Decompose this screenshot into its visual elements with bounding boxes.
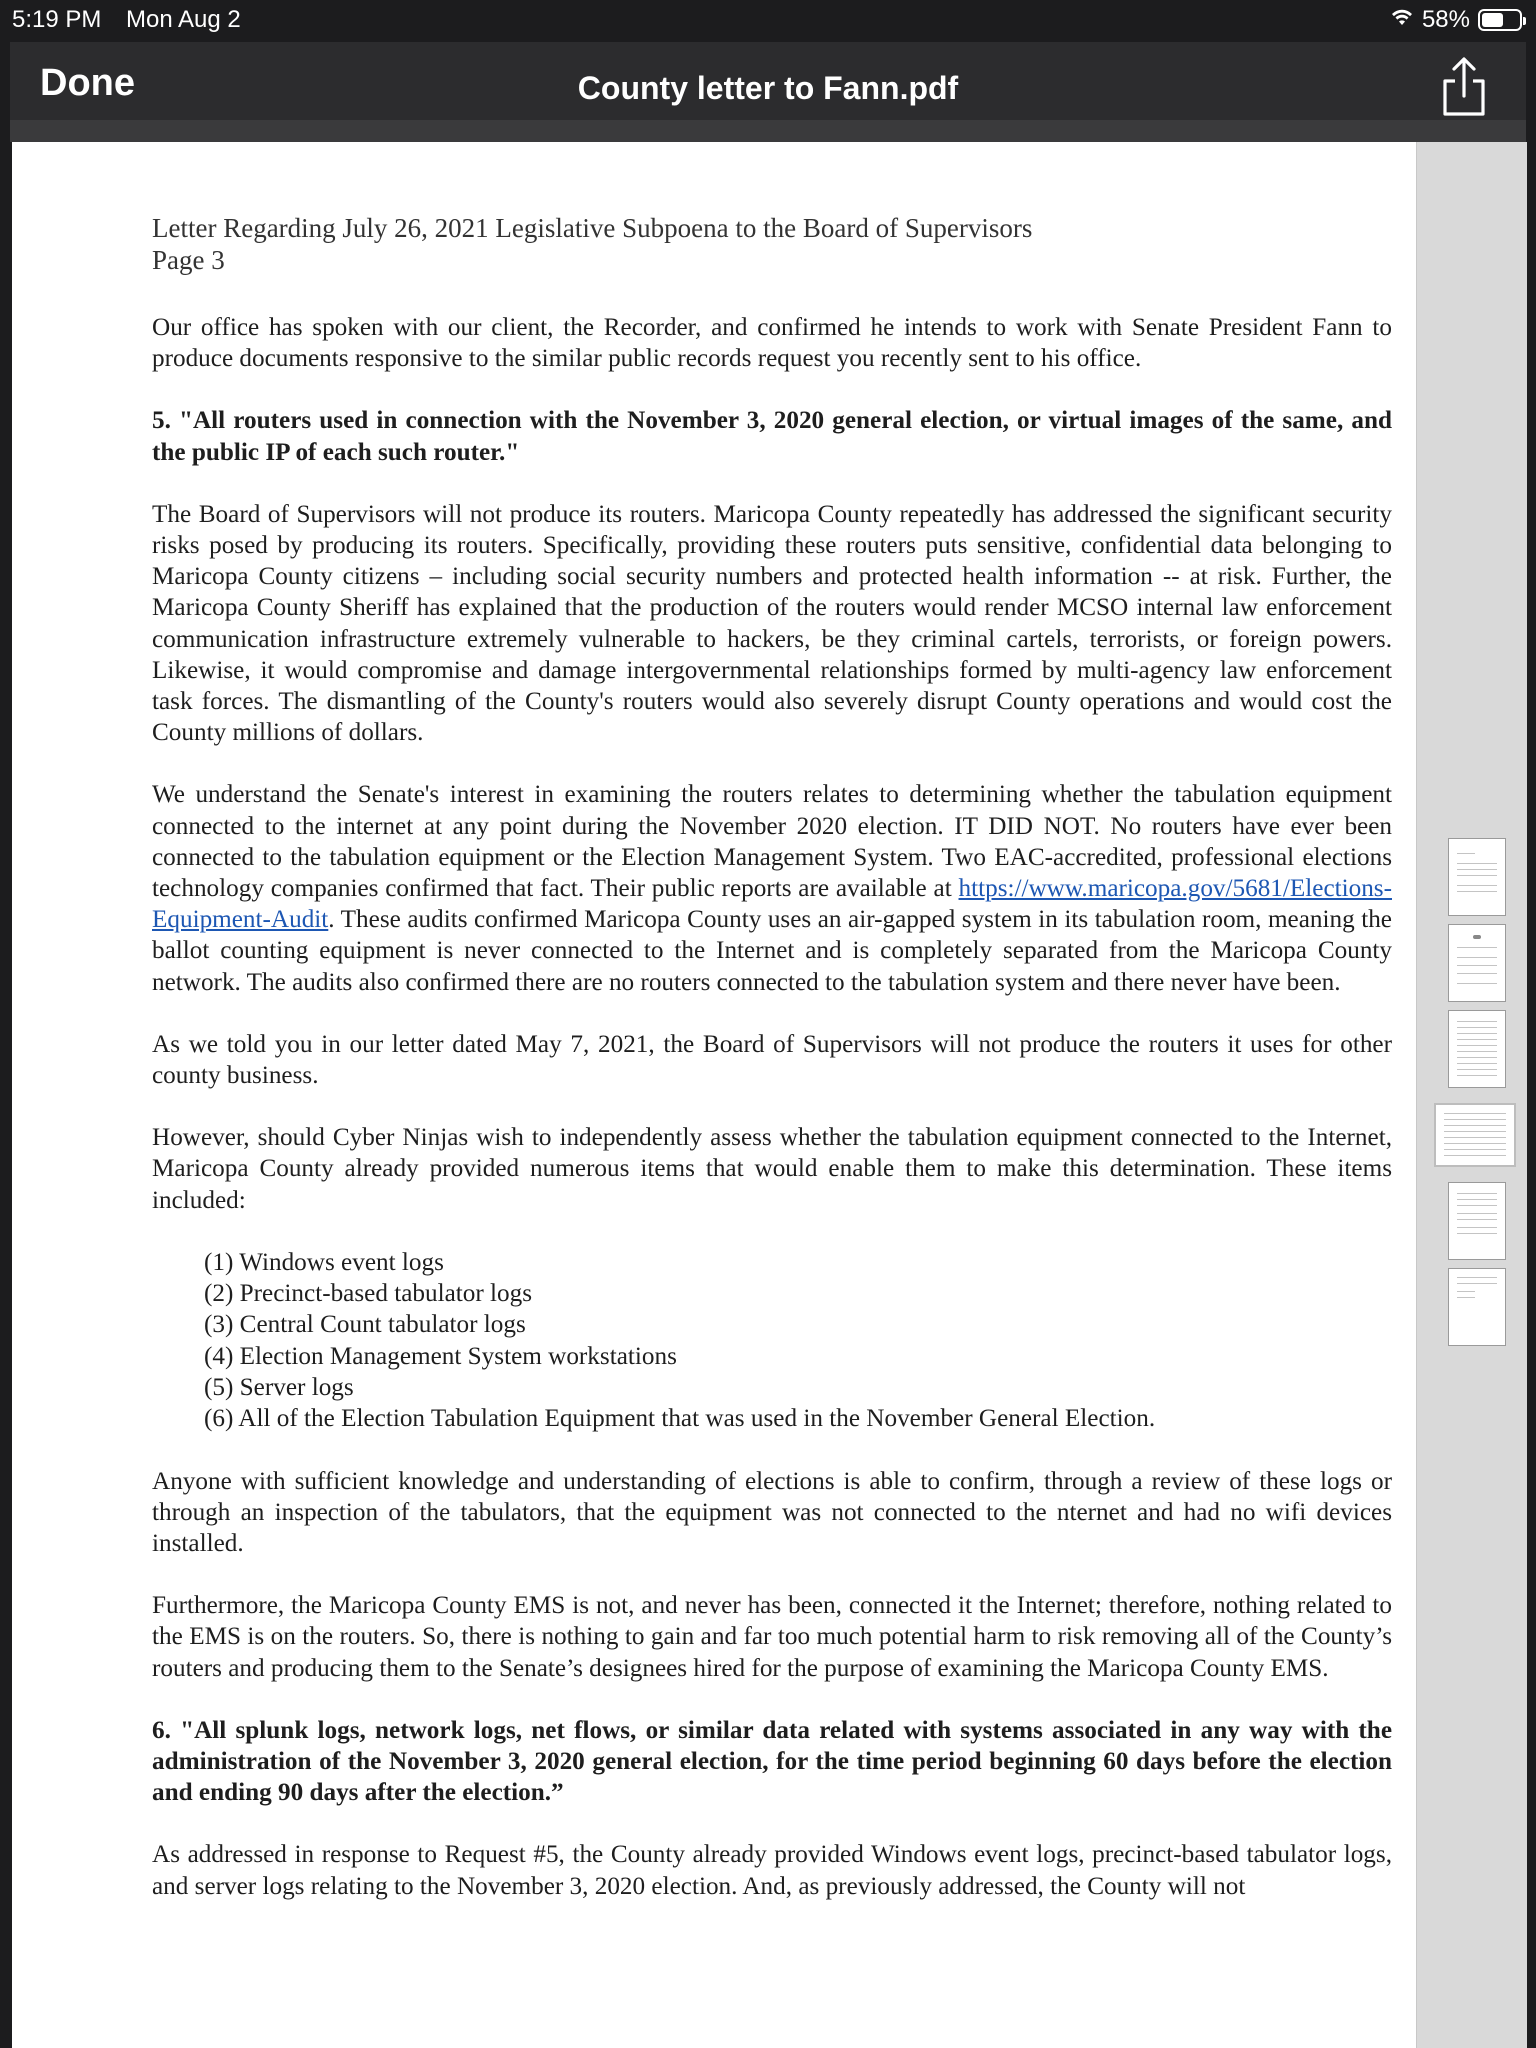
- thumbnail-line: [1444, 1155, 1506, 1156]
- thumbnail-line: [1457, 1193, 1497, 1194]
- nav-bar-shadow: [10, 120, 1526, 142]
- thumbnail-line: [1457, 957, 1497, 958]
- share-button[interactable]: [1436, 54, 1492, 120]
- thumbnail-line: [1444, 1149, 1506, 1150]
- thumbnail-line: [1444, 1131, 1506, 1132]
- request-5-heading: 5. "All routers used in connection with the November 3, 2020 general election, or virtual images of the same, and the public IP of each such router.": [152, 407, 1392, 466]
- thumbnail-line: [1457, 1227, 1497, 1228]
- thumbnail-line: [1457, 1283, 1497, 1284]
- thumbnail-line: [1457, 1291, 1475, 1292]
- thumbnail-line: [1457, 1205, 1497, 1206]
- status-indicators: [1390, 6, 1522, 34]
- document-body: [152, 212, 1392, 1933]
- pdf-page[interactable]: [12, 142, 1416, 2048]
- status-bar: [0, 0, 1536, 42]
- thumbnail-line: [1457, 853, 1475, 854]
- page-number: Page 3: [152, 245, 225, 275]
- paragraph-ems: Furthermore, the Maricopa County EMS is not, and never has been, connected it the Internet; therefore, nothing related to the EMS is on the routers. So, there is nothing to gain and far too much potential harm to risk removing all of the County’s routers and producing them to the Senate’s designees hired for the purpose of examining the Maricopa County EMS.: [152, 1592, 1392, 1682]
- paragraph-routers: The Board of Supervisors will not produce its routers. Maricopa County repeatedly has addressed the significant security risks posed by producing its routers. Specifically, providing these routers puts sensitive, confidential data belonging to Maricopa County citizens – including social security numbers and protected health information -- at risk. Further, the Maricopa County Sheriff has explained that the production of the routers would render MCSO internal law enforcement communication infrastructure extremely vulnerable to hackers, be they criminal cartels, terrorists, or foreign powers. Likewise, it would compromise and damage intergovernmental relationships formed by multi-agency law enforcement task forces. The dismantling of the County's routers would also severely disrupt County operations and would cost the County millions of dollars.: [152, 500, 1392, 747]
- thumbnail-line: [1457, 891, 1497, 892]
- thumbnail-line: [1444, 1113, 1506, 1114]
- paragraph-request-5-response: As addressed in response to Request #5, the County already provided Windows event logs, precinct-based tabulator logs, and server logs relating to the November 3, 2020 election. And, as previously addressed, the County will not: [152, 1841, 1392, 1900]
- thumbnail-line: [1457, 1297, 1475, 1298]
- page-thumbnail-6[interactable]: [1448, 1268, 1506, 1346]
- thumbnail-line: [1457, 869, 1497, 870]
- paragraph-may-letter: As we told you in our letter dated May 7, 2021, the Board of Supervisors will not produce the routers it uses for other county business.: [152, 1030, 1392, 1090]
- thumbnail-line: [1457, 885, 1497, 886]
- thumbnail-line: [1457, 1213, 1497, 1214]
- thumbnail-line: [1457, 947, 1497, 948]
- thumbnail-line: [1457, 1027, 1497, 1028]
- thumbnail-line: [1457, 1057, 1497, 1058]
- status-date: Mon Aug 2: [126, 6, 241, 33]
- thumbnail-line: [1457, 1039, 1497, 1040]
- thumbnail-line: [1457, 1219, 1497, 1220]
- list-item: (3) Central Count tabulator logs: [204, 1311, 526, 1339]
- thumbnail-line: [1457, 983, 1497, 984]
- wifi-icon: [1390, 6, 1414, 34]
- thumbnail-line: [1457, 875, 1497, 876]
- thumbnail-line: [1457, 1199, 1497, 1200]
- thumbnail-sidebar: [1416, 142, 1527, 2048]
- thumbnail-line: [1457, 965, 1497, 966]
- paragraph-recorder: Our office has spoken with our client, the Recorder, and confirmed he intends to work with Senate President Fann to produce documents responsive to the similar public records request you recently sent to his office.: [152, 314, 1392, 373]
- thumbnail-line: [1444, 1143, 1506, 1144]
- list-item: (6) All of the Election Tabulation Equipment that was used in the November General Election.: [204, 1405, 1156, 1433]
- thumbnail-line: [1457, 1075, 1497, 1076]
- audit-link[interactable]: https://www.maricopa.gov/5681/Elections-Equipment-Audit: [152, 875, 1392, 934]
- nav-bar: [10, 42, 1526, 142]
- battery-tip: [1523, 17, 1526, 25]
- paragraph-audit: [152, 779, 1392, 997]
- items-list: [204, 1247, 1392, 1435]
- page-thumbnail-1[interactable]: [1448, 838, 1506, 916]
- thumbnail-line: [1444, 1125, 1506, 1126]
- paragraph-knowledge: Anyone with sufficient knowledge and understanding of elections is able to confirm, through a review of these logs or through an inspection of the tabulators, that the equipment was not connected to the nternet and had no wifi devices installed.: [152, 1467, 1392, 1558]
- thumbnail-line: [1457, 1021, 1497, 1022]
- thumbnail-line: [1457, 1063, 1497, 1064]
- thumbnail-line: [1457, 863, 1497, 864]
- thumbnail-line: [1444, 1137, 1506, 1138]
- list-item: (2) Precinct-based tabulator logs: [204, 1280, 533, 1308]
- list-item: (1) Windows event logs: [204, 1248, 444, 1276]
- list-item: (4) Election Management System workstations: [204, 1342, 677, 1370]
- paragraph-cyber-ninjas: However, should Cyber Ninjas wish to independently assess whether the tabulation equipment connected to the Internet, Maricopa County already provided numerous items that would enable them to make this determination. These items included:: [152, 1124, 1392, 1214]
- thumbnail-line: [1457, 1045, 1497, 1046]
- document-title: County letter to Fann.pdf: [577, 70, 959, 106]
- battery-percent: 58%: [1421, 6, 1470, 33]
- paragraph-audit-text-a: We understand the Senate's interest in examining the routers relates to determining whether the tabulation equipment connected to the internet at any point during the November 2020 election. IT DID NOT. No routers have ever been connected to the tabulation equipment or the Election Management System. Two EAC-accredited, professional elections technology companies confirmed that fact. Their public reports are available at: [152, 781, 1392, 903]
- page-thumbnail-5[interactable]: [1448, 1182, 1506, 1260]
- thumbnail-line: [1457, 1069, 1497, 1070]
- thumbnail-line: [1457, 1033, 1497, 1034]
- thumbnail-line: [1457, 1277, 1497, 1278]
- thumbnail-seal: [1473, 935, 1481, 939]
- list-item: (5) Server logs: [204, 1374, 354, 1402]
- battery-level-fill: [1482, 13, 1503, 27]
- battery-icon: [1478, 9, 1522, 31]
- thumbnail-line: [1457, 973, 1497, 974]
- done-button[interactable]: Done: [40, 62, 135, 104]
- page-thumbnail-3[interactable]: [1448, 1010, 1506, 1088]
- share-icon: [1436, 54, 1492, 120]
- paragraph-audit-text-b: . These audits confirmed Maricopa County uses an air-gapped system in its tabulation room, meaning the ballot counting equipment is never connected to the Internet and is completely separated from the Maricopa County network. The audits also confirmed there are no routers connected to the tabulation system and there never have been.: [152, 906, 1392, 996]
- letter-header: Letter Regarding July 26, 2021 Legislative Subpoena to the Board of Supervisors: [152, 213, 1033, 243]
- thumbnail-line: [1457, 1233, 1497, 1234]
- page-thumbnail-4-selected[interactable]: [1434, 1103, 1516, 1167]
- page-thumbnail-2[interactable]: [1448, 924, 1506, 1002]
- request-6-heading: 6. "All splunk logs, network logs, net flows, or similar data related with systems associated in any way with the administration of the November 3, 2020 general election, for the time period beginning 60 days before the election and ending 90 days after the election.”: [152, 1716, 1392, 1807]
- status-time: 5:19 PM: [12, 6, 102, 33]
- thumbnail-line: [1444, 1119, 1506, 1120]
- thumbnail-line: [1457, 1051, 1497, 1052]
